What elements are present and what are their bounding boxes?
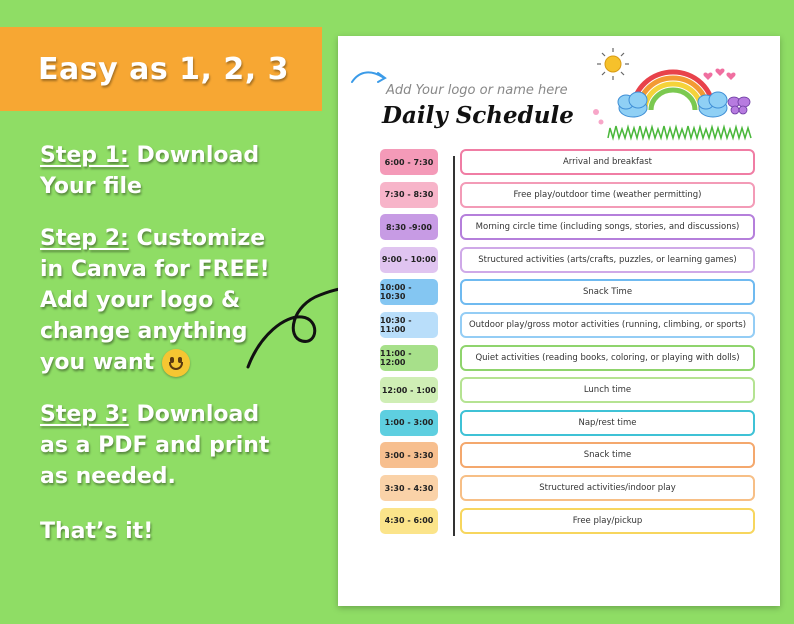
schedule-row	[338, 214, 780, 240]
time-slot: 1:00 - 3:00	[380, 410, 438, 436]
butterfly-icon	[728, 97, 750, 114]
time-slot: 10:00 - 10:30	[380, 279, 438, 305]
step-3	[40, 399, 290, 492]
smiley-icon	[162, 349, 190, 377]
logo-placeholder[interactable]: Add Your logo or name here	[386, 83, 568, 98]
time-slot: 4:30 - 6:00	[380, 508, 438, 534]
schedule-row	[338, 312, 780, 338]
activity-box: Free play/pickup	[460, 508, 755, 534]
step-3-label: Step 3:	[40, 402, 129, 427]
schedule-row	[338, 377, 780, 403]
step-2-text: Customize in Canva for FREE! Add your logo & change anything you want	[40, 226, 270, 375]
sun-icon	[597, 48, 629, 80]
activity-box: Structured activities/indoor play	[460, 475, 755, 501]
schedule-row	[338, 475, 780, 501]
activity-box: Snack Time	[460, 279, 755, 305]
activity-box: Quiet activities (reading books, coloring, or playing with dolls)	[460, 345, 755, 371]
rainbow-decoration	[588, 42, 763, 142]
activity-box: Structured activities (arts/crafts, puzzles, or learning games)	[460, 247, 755, 273]
step-2-label: Step 2:	[40, 226, 129, 251]
cloud-icon	[618, 92, 727, 117]
activity-box: Arrival and breakfast	[460, 149, 755, 175]
time-slot: 11:00 - 12:00	[380, 345, 438, 371]
step-1-text: Download Your file	[40, 143, 260, 199]
schedule-row	[338, 149, 780, 175]
schedule-document	[338, 36, 780, 606]
activity-box: Free play/outdoor time (weather permitting)	[460, 182, 755, 208]
banner-title: Easy as 1, 2, 3	[38, 52, 289, 87]
time-slot: 9:00 - 10:00	[380, 247, 438, 273]
time-slot: 6:00 - 7:30	[380, 149, 438, 175]
activity-box: Snack time	[460, 442, 755, 468]
time-slot: 8:30 -9:00	[380, 214, 438, 240]
activity-box: Nap/rest time	[460, 410, 755, 436]
time-slot: 10:30 - 11:00	[380, 312, 438, 338]
activity-box: Lunch time	[460, 377, 755, 403]
heart-icon	[703, 69, 735, 80]
schedule-row	[338, 410, 780, 436]
schedule-row	[338, 508, 780, 534]
closing-text: That’s it!	[40, 519, 154, 544]
schedule-row	[338, 247, 780, 273]
step-3-text: Download as a PDF and print as needed.	[40, 402, 270, 489]
step-1	[40, 140, 290, 202]
small-arrow-icon	[350, 68, 390, 88]
activity-box: Outdoor play/gross motor activities (running, climbing, or sports)	[460, 312, 755, 338]
schedule-row	[338, 345, 780, 371]
grass-icon	[608, 126, 751, 138]
time-slot: 3:30 - 4:30	[380, 475, 438, 501]
time-slot: 12:00 - 1:00	[380, 377, 438, 403]
schedule-row	[338, 442, 780, 468]
schedule-title: Daily Schedule	[382, 102, 574, 129]
time-slot: 7:30 - 8:30	[380, 182, 438, 208]
activity-box: Morning circle time (including songs, stories, and discussions)	[460, 214, 755, 240]
schedule-row	[338, 182, 780, 208]
time-slot: 3:00 - 3:30	[380, 442, 438, 468]
step-1-label: Step 1:	[40, 143, 129, 168]
flower-icon	[593, 109, 604, 125]
schedule-row	[338, 279, 780, 305]
